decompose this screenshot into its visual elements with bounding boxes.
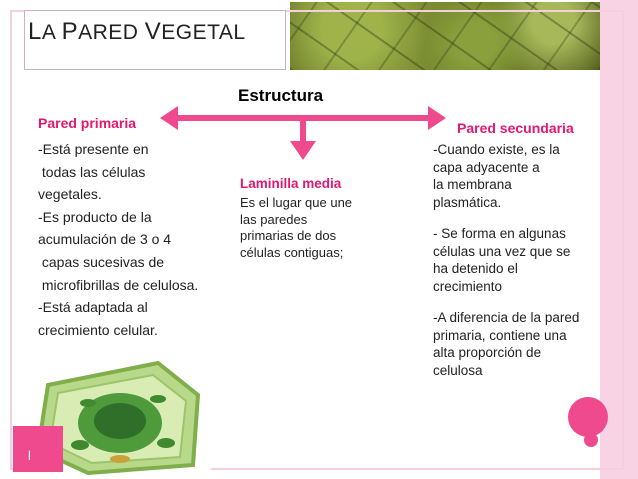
decor-circle-small <box>584 433 598 447</box>
three-way-arrow-icon <box>160 103 446 161</box>
text-line: capas sucesivas de <box>38 253 165 270</box>
text-line: Es el lugar que une <box>240 195 353 210</box>
text-line: capa adyacente a <box>433 159 540 175</box>
page-number-tab <box>13 426 63 472</box>
text-line: la membrana <box>433 177 512 192</box>
chloroplast <box>80 399 96 407</box>
text-line: crecimiento <box>433 278 503 294</box>
primary-wall-label: Pared primaria <box>38 115 137 131</box>
organelle <box>110 455 130 463</box>
arrow-right-head <box>428 106 446 130</box>
text-line: - Se forma en algunas <box>433 226 566 241</box>
text-line: -Cuando existe, es la <box>433 142 560 157</box>
title-initial: L <box>28 18 42 45</box>
title-initial: P <box>61 18 79 45</box>
text-line: plasmática. <box>433 194 502 210</box>
arrow-down-head <box>290 141 316 160</box>
text-line: primarias de dos <box>240 228 337 243</box>
text-line: acumulación de 3 o 4 <box>38 231 172 248</box>
arrow-left-head <box>160 106 178 130</box>
middle-lamella-text <box>240 195 352 261</box>
text-line: células una vez que se <box>433 243 571 259</box>
text-line: alta proporción de <box>433 345 542 360</box>
text-line: vegetales. <box>38 186 102 203</box>
chloroplast <box>157 438 175 448</box>
text-line: celulosa <box>433 362 483 378</box>
text-line: -A diferencia de la pared <box>433 310 580 325</box>
text-line: todas las células <box>38 163 146 180</box>
text-line: -Está adaptada al <box>38 299 148 316</box>
text-line: microfibrillas de celulosa. <box>38 276 199 293</box>
page-number: l <box>28 448 31 463</box>
secondary-wall-text <box>433 141 613 379</box>
primary-wall-text <box>38 138 198 341</box>
secondary-wall-label: Pared secundaria <box>457 120 574 136</box>
nucleus <box>94 403 146 439</box>
decor-circle <box>568 397 608 437</box>
text-line: ha detenido el <box>433 261 518 276</box>
slide-title <box>28 18 246 46</box>
structure-heading: Estructura <box>238 86 324 105</box>
slide-title-text: LA PARED VEGETAL <box>28 18 246 45</box>
text-line: las paredes <box>240 211 308 227</box>
text-line: crecimiento celular. <box>38 321 158 338</box>
text-line: -Está presente en <box>38 141 149 157</box>
chloroplast <box>71 440 89 450</box>
middle-lamella-label: Laminilla media <box>240 176 342 191</box>
chloroplast <box>150 395 166 403</box>
text-line: células contiguas; <box>240 244 344 260</box>
text-line: -Es producto de la <box>38 208 152 225</box>
text-line: primaria, contiene una <box>433 327 567 343</box>
title-initial: V <box>144 18 162 45</box>
